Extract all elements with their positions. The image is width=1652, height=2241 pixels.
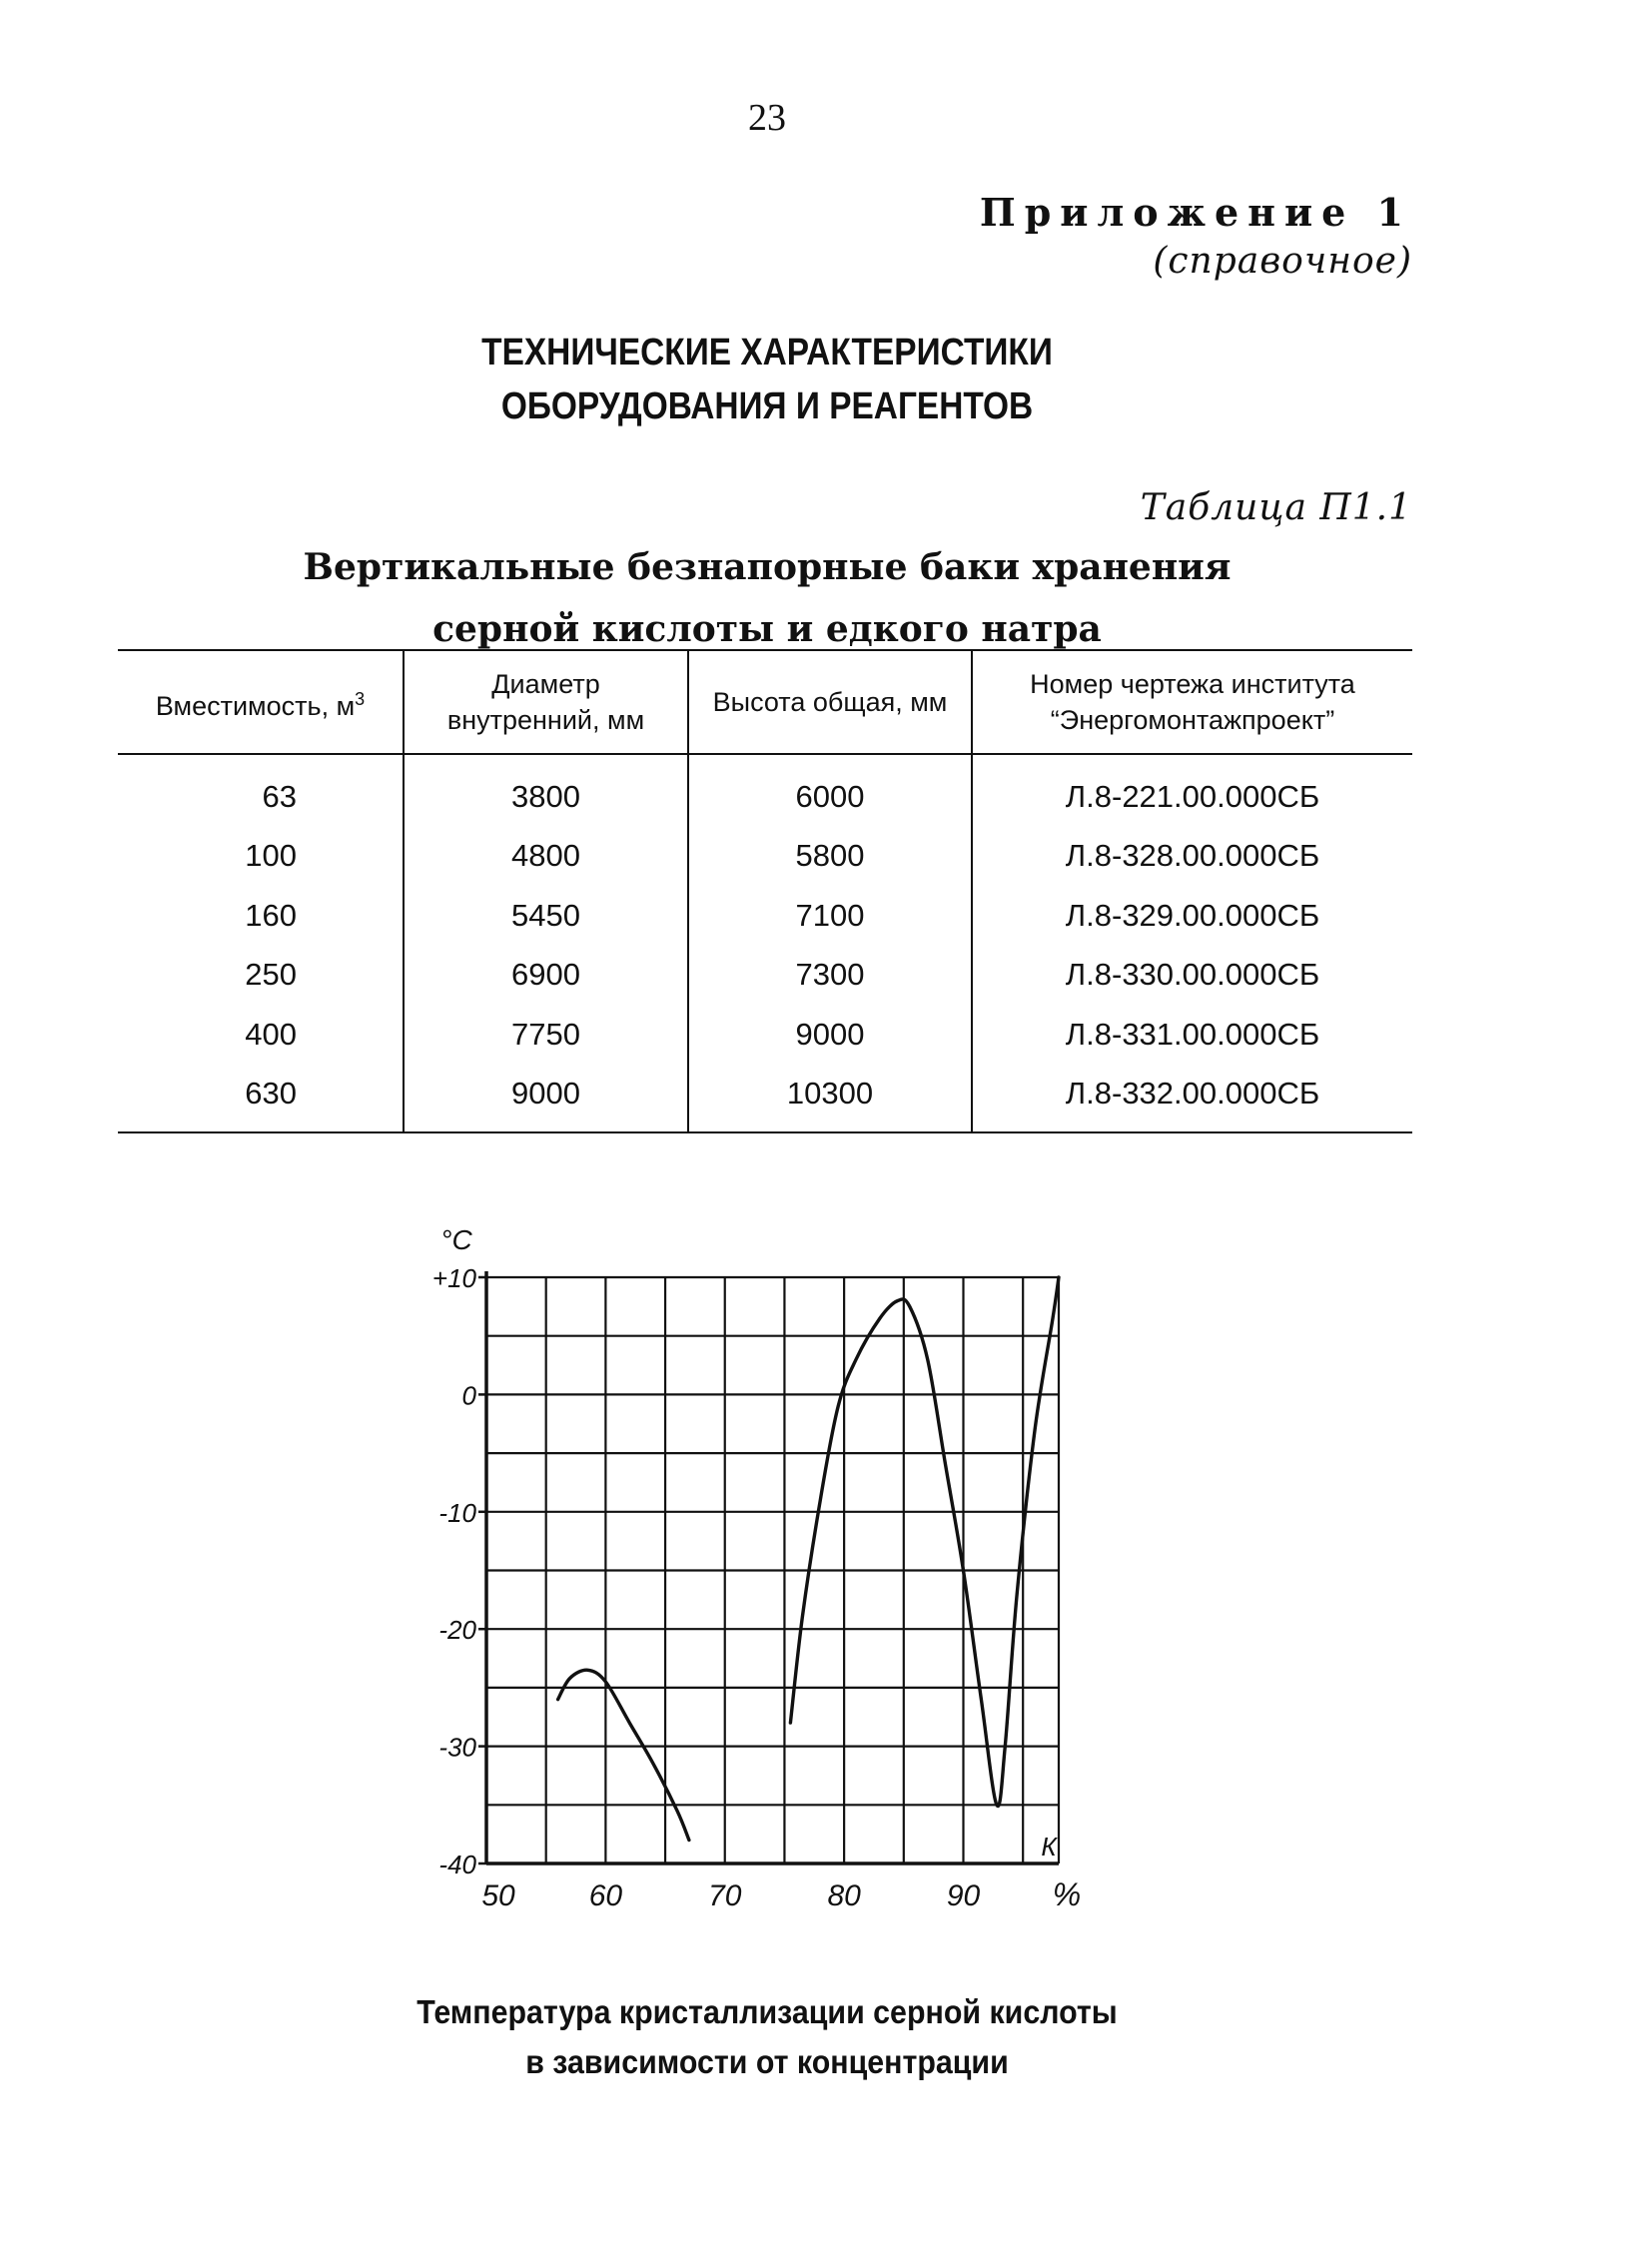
x-tick-label: 90 [946,1879,981,1912]
heading-line-2: ОБОРУДОВАНИЯ И РЕАГЕНТОВ [500,385,1034,427]
cell-height: 10300 [688,1065,972,1133]
cell-drawing: Л.8-332.00.000СБ [972,1065,1412,1133]
table-label: Таблица П1.1 [1140,487,1412,528]
series-line-1 [558,1670,689,1840]
cell-diameter: 5450 [404,886,688,946]
cell-capacity: 400 [245,1016,297,1052]
chart-caption [61,1987,1472,2087]
cell-capacity: 250 [245,957,297,993]
cell-capacity: 160 [245,897,297,933]
cell-drawing: Л.8-330.00.000СБ [972,946,1412,1006]
x-unit-label: % [1052,1876,1082,1912]
header-diameter: Диаметр внутренний, мм [404,650,688,754]
y-tick-label: -30 [438,1732,476,1763]
y-tick-label: 0 [461,1380,476,1411]
cell-capacity: 100 [245,838,297,874]
x-tick-label: 70 [708,1879,742,1912]
cell-height: 9000 [688,1005,972,1065]
cell-diameter: 3800 [404,754,688,827]
cell-height: 7100 [688,886,972,946]
cell-drawing: Л.8-331.00.000СБ [972,1005,1412,1065]
x-variable-label: К [1041,1832,1057,1862]
cell-capacity: 63 [262,778,297,814]
y-tick-label: -10 [438,1497,476,1528]
cell-diameter: 7750 [404,1005,688,1065]
appendix-note: (справочное) [1153,241,1412,282]
x-tick-label: 60 [588,1879,623,1912]
y-tick-label: -40 [438,1850,476,1879]
appendix-title: Приложение 1 [979,190,1412,235]
cell-drawing: Л.8-329.00.000СБ [972,886,1412,946]
page-number: 23 [748,97,786,139]
cell-height: 6000 [688,754,972,827]
header-capacity: Вместимость, $м^3$ [118,650,404,754]
y-tick-label: -20 [438,1615,476,1646]
series-line-2 [790,1277,1059,1807]
x-tick-label: 80 [827,1879,861,1912]
y-tick-label: +10 [431,1263,476,1293]
header-drawing-number: Номер чертежа института “Энергомонтажпроект” [972,650,1412,754]
chart-caption-line-1: Температура кристаллизации серной кислоты [416,1993,1118,2030]
x-tick-label: 50 [481,1879,515,1912]
cell-diameter: 9000 [404,1065,688,1133]
cell-capacity: 630 [118,1065,404,1133]
cell-diameter: 6900 [404,946,688,1006]
cell-height: 5800 [688,827,972,887]
cell-diameter: 4800 [404,827,688,887]
header-height: Высота общая, мм [688,650,972,754]
cell-drawing: Л.8-221.00.000СБ [972,754,1412,827]
y-unit-label: °С [440,1224,472,1255]
cell-height: 7300 [688,946,972,1006]
table-caption-line-2: серной кислоты и едкого натра [432,608,1102,650]
chart-caption-line-2: в зависимости от концентрации [525,2043,1009,2080]
heading-line-1: ТЕХНИЧЕСКИЕ ХАРАКТЕРИСТИКИ [481,332,1053,374]
cell-drawing: Л.8-328.00.000СБ [972,827,1412,887]
table-caption-line-1: Вертикальные безнапорные баки хранения [303,546,1232,588]
